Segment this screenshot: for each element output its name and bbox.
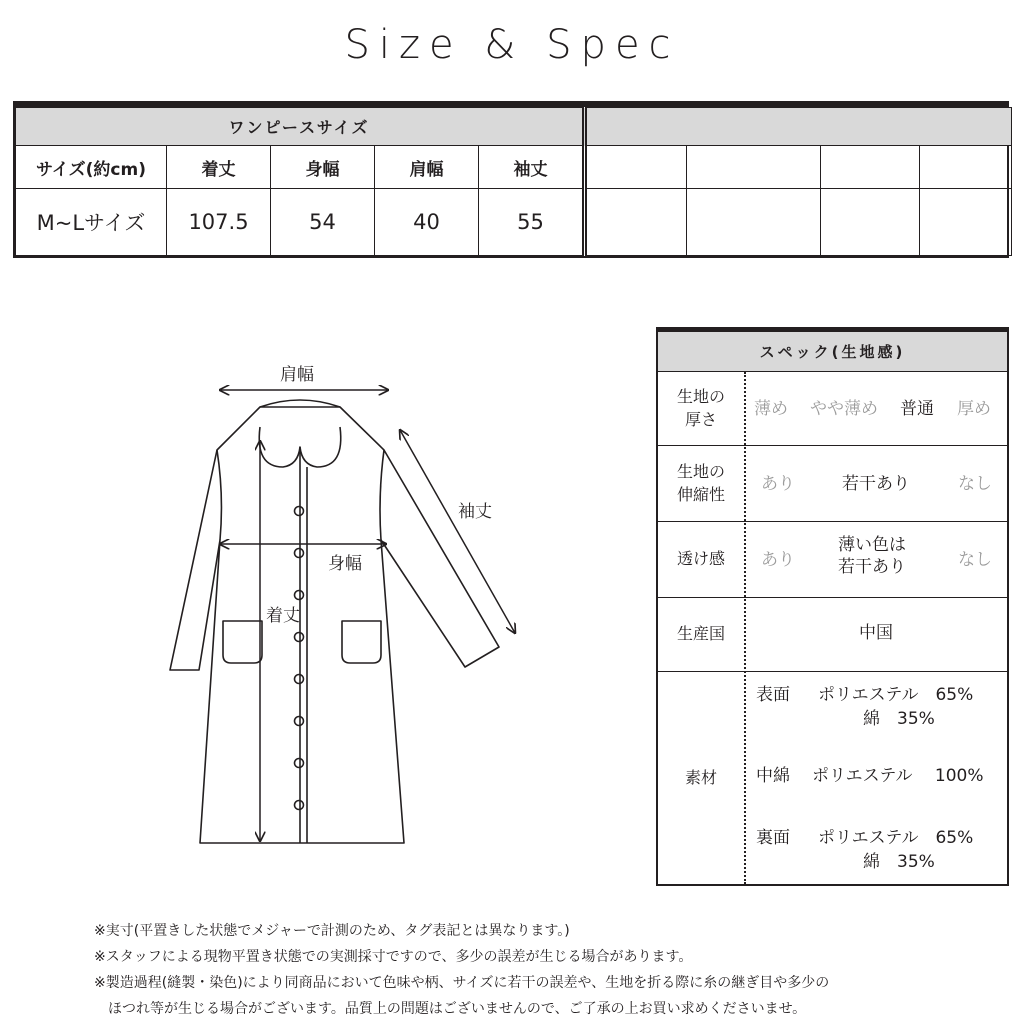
sheer-option-yes: あり xyxy=(761,550,795,570)
stretch-option-yes: あり xyxy=(761,474,795,494)
notes xyxy=(94,918,829,1022)
thickness-option-slightly-thin: やや薄め xyxy=(810,399,878,419)
length-value: 107.5 xyxy=(167,189,271,256)
empty-cell xyxy=(920,189,1012,256)
note-line: ※製造過程(縫製・染色)により同商品において色味や柄、サイズに若干の誤差や、生地を折る際に糸の継ぎ目や多少の xyxy=(94,975,830,991)
spec-row-thickness xyxy=(658,372,1007,446)
spec-label-thickness: 生地の 厚さ xyxy=(676,387,725,429)
dress-diagram-icon xyxy=(160,355,530,855)
sleeve-value: 55 xyxy=(479,189,585,256)
spec-row-sheerness xyxy=(658,522,1007,598)
spec-header: スペック(生地感) xyxy=(658,332,1007,372)
column-header-sleeve: 袖丈 xyxy=(479,146,585,189)
material-part-outer: 表面 xyxy=(756,685,790,705)
material-lining-line-2: 綿 35% xyxy=(863,852,935,872)
shoulder-value: 40 xyxy=(375,189,479,256)
note-line: ※実寸(平置きした状態でメジャーで計測のため、タグ表記とは異なります。) xyxy=(94,923,570,939)
size-name-cell: M~Lサイズ xyxy=(16,189,167,256)
column-header-size: サイズ(約cm) xyxy=(16,146,167,189)
size-table-empty-header xyxy=(585,108,1012,146)
empty-cell xyxy=(687,189,821,256)
spec-row-material xyxy=(658,672,1007,884)
thickness-option-normal: 普通 xyxy=(900,399,934,419)
column-header-width: 身幅 xyxy=(271,146,375,189)
sheer-option-slight: 薄い色は 若干あり xyxy=(838,535,906,578)
empty-cell xyxy=(585,146,687,189)
page-title: Size & Spec xyxy=(344,22,680,68)
material-padding-line-1: ポリエステル 100% xyxy=(812,766,984,786)
column-header-length: 着丈 xyxy=(167,146,271,189)
thickness-option-thin: 薄め xyxy=(754,399,788,419)
material-outer-line-2: 綿 35% xyxy=(863,709,935,729)
empty-cell xyxy=(687,146,821,189)
spec-label-stretch: 生地の 伸縮性 xyxy=(676,462,725,504)
note-line: ※スタッフによる現物平置き状態での実測採寸ですので、多少の誤差が生じる場合があります。 xyxy=(94,949,693,965)
stretch-option-no: なし xyxy=(958,474,992,494)
spec-table xyxy=(656,327,1009,886)
spec-label-sheerness: 透け感 xyxy=(676,549,725,569)
body-width-label: 身幅 xyxy=(328,554,362,574)
dress-diagram xyxy=(160,355,530,855)
column-header-shoulder: 肩幅 xyxy=(375,146,479,189)
total-length-label: 着丈 xyxy=(266,606,300,626)
material-part-lining: 裏面 xyxy=(756,828,790,848)
sleeve-length-label: 袖丈 xyxy=(458,502,492,522)
empty-cell xyxy=(821,189,920,256)
empty-cell xyxy=(585,189,687,256)
size-table-header: ワンピースサイズ xyxy=(16,108,585,146)
material-part-padding: 中綿 xyxy=(756,766,790,786)
material-outer-line-1: ポリエステル 65% xyxy=(818,685,974,705)
sheer-option-no: なし xyxy=(958,550,992,570)
spec-label-country: 生産国 xyxy=(676,624,725,644)
spec-label-material: 素材 xyxy=(684,767,717,787)
spec-row-stretch xyxy=(658,446,1007,522)
country-value: 中国 xyxy=(859,623,893,643)
thickness-option-thick: 厚め xyxy=(957,399,991,419)
width-value: 54 xyxy=(271,189,375,256)
empty-cell xyxy=(920,146,1012,189)
size-table xyxy=(13,101,1009,258)
material-lining-line-1: ポリエステル 65% xyxy=(818,828,974,848)
shoulder-width-label: 肩幅 xyxy=(280,365,314,385)
stretch-option-slight: 若干あり xyxy=(842,474,910,494)
spec-row-country xyxy=(658,598,1007,672)
empty-cell xyxy=(821,146,920,189)
note-line: ほつれ等が生じる場合がございます。品質上の問題はございませんので、ご了承の上お買い求めくださいませ。 xyxy=(94,1001,807,1017)
